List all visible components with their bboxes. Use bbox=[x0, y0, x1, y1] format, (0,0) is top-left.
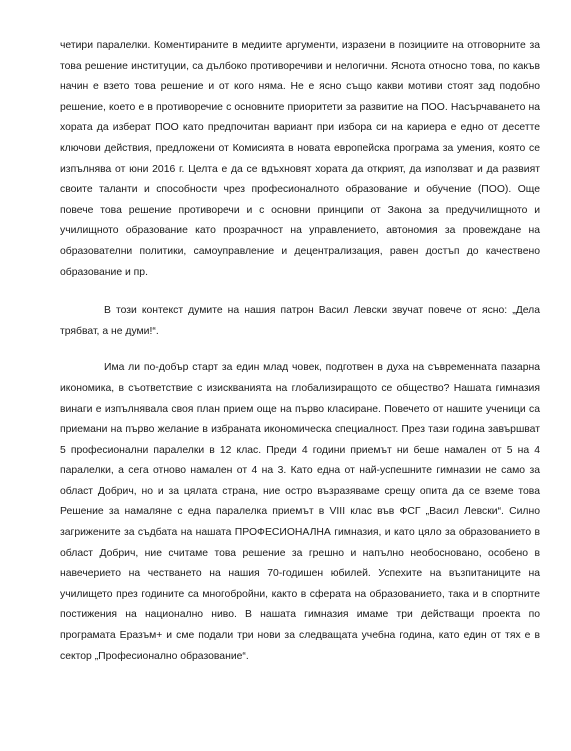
document-body bbox=[60, 36, 540, 685]
paragraph-gymnasium: Има ли по-добър старт за един млад човек, подготвен в духа на съвременната пазарна икономика, в съответствие с изискванията на глобализиращото се общество? Нашата гимназия винаги е изпълнявала своя план прием още на първо класиране. Повечето от нашите ученици са приемани на първо желание в избраната икономическа специалност. През тази година завършват 5 професионални паралелки в 12 клас. Преди 4 години приемът ни беше намален от 5 на 4 паралелки, а сега отново намален от 4 на 3. Като една от най-успешните гимназии не само за област Добрич, но и за цялата страна, ние остро възразяваме срещу опита да се вземе това Решение за намаляне с една паралелка приемът в VIII клас във ФСГ „Васил Левски“. Силно загрижените за съдбата на нашата ПРОФЕСИОНАЛНА гимназия, и като цяло за образованието в област Добрич, ние считаме това решение за грешно и напълно необосновано, особено в навечерието на честването на нашия 70-годишен юбилей. Успехите на възпитаниците на училището през годините са многобройни, както в сферата на образованието, така и в спортните постижения на национално ниво. В нашата гимназия имаме три действащи проекта по програмата Еразъм+ и сме подали три нови за следващата учебна година, като един от тях е в сектор „Професионално образование“. bbox=[60, 362, 540, 662]
paragraph-continuation: четири паралелки. Коментираните в медиите аргументи, изразени в позициите на отговорните за това решение институции, са дълбоко противоречиви и нелогични. Яснота относно това, по какъв начин е взето това решение и от кого няма. Не е ясно също какви мотиви стоят зад подобно решение, което е в противоречие с основните приоритети за развитие на ПОО. Насърчаването на хората да изберат ПОО като предпочитан вариант при избора си на кариера е едно от десетте ключови действия, предложени от Комисията в новата европейска програма за умения, която се изпълнява от юни 2016 г. Целта е да се вдъхновят хората да открият, да използват и да развият своите таланти и способности чрез професионалното образование и обучение (ПОО). Още повече това решение противоречи и с основни принципи от Закона за предучилищното и училищното образование като прозрачност на управлението, автономия за провеждане на образователни политики, самоуправление и децентрализация, равен достъп до качествено образование и пр. bbox=[60, 40, 540, 278]
paragraph-levski-quote: В този контекст думите на нашия патрон Васил Левски звучат повече от ясно: „Дела трябват, а не думи!“. bbox=[60, 305, 540, 337]
